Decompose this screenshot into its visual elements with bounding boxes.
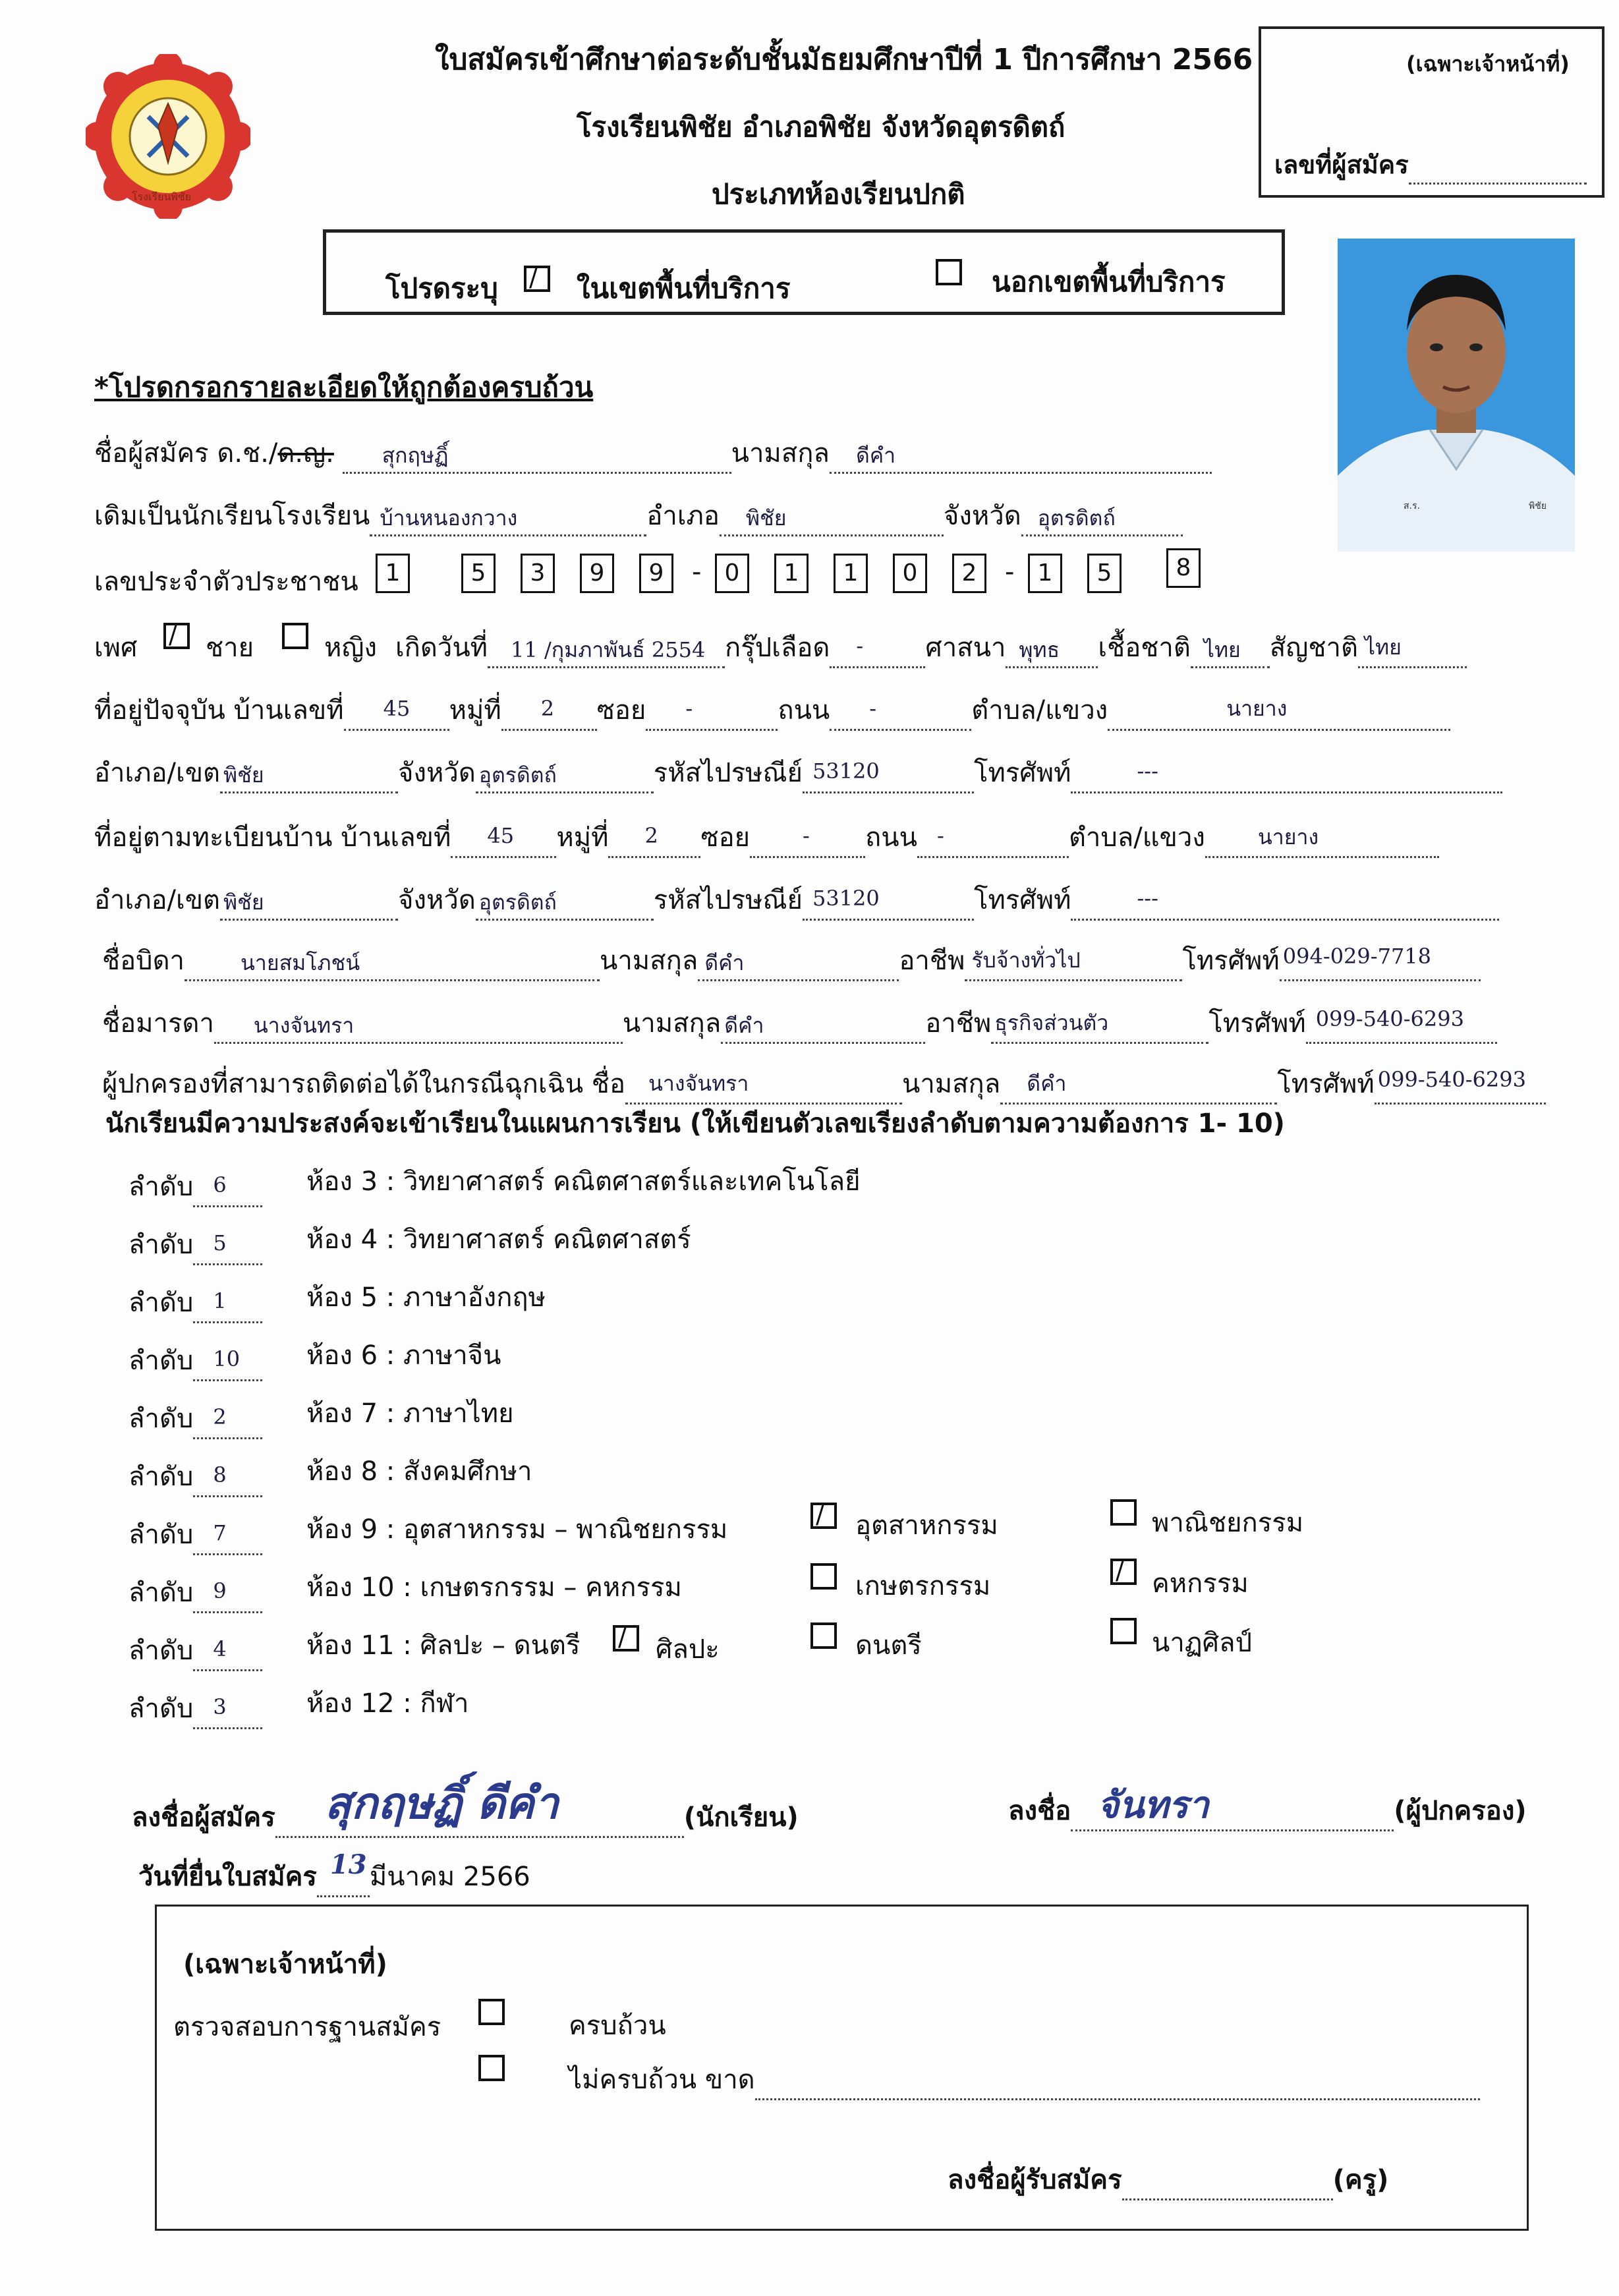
plan-rank-value[interactable]: 3 [213, 1694, 227, 1719]
guardian-row: ผู้ปกครองที่สามารถติดต่อได้ในกรณีฉุกเฉิน ชื่อ นางจันทรา นามสกุล ดีคำ โทรศัพท์ 099-540-6293 [102, 1062, 1546, 1105]
submit-date-row: วันที่ยื่นใบสมัคร 13 มีนาคม 2566 [138, 1855, 530, 1897]
id-digit-box[interactable]: 5 [1087, 554, 1122, 593]
mother-row: ชื่อมารดา นางจันทรา นามสกุล ดีคำ อาชีพ ธุรกิจส่วนตัว โทรศัพท์ 099-540-6293 [102, 1002, 1497, 1044]
current-address-row: ที่อยู่ปัจจุบัน บ้านเลขที่ 45 หมู่ที่ 2 ซอย - ถนน - ตำบล/แขวง นายาง [94, 689, 1450, 731]
current-postcode-value[interactable]: 53120 [812, 759, 880, 784]
school-name: โรงเรียนพิชัย อำเภอพิชัย จังหวัดอุตรดิตถ์ [577, 111, 1065, 143]
religion-value[interactable]: พุทธ [1019, 637, 1060, 662]
zone-inside-label: ในเขตพื้นที่บริการ [577, 272, 791, 304]
current-phone-value[interactable]: --- [1137, 759, 1158, 784]
submit-day[interactable]: 13 [329, 1849, 367, 1880]
plan-room-label: ห้อง 5 : ภาษาอังกฤษ [306, 1282, 546, 1313]
guardian-signature-row: ลงชื่อ จันทรา (ผู้ปกครอง) [1008, 1789, 1527, 1831]
plan-order-label: ลำดับ [128, 1462, 194, 1492]
nationality-value[interactable]: ไทย [1364, 635, 1402, 660]
checkmark-icon: / [529, 263, 538, 292]
id-digit-box[interactable]: 1 [1028, 554, 1062, 593]
complete-label: ครบถ้วน [569, 2011, 666, 2041]
checkmark-icon: / [816, 1500, 824, 1529]
plan-row [128, 1629, 262, 1671]
agriculture-checkbox[interactable] [810, 1563, 837, 1590]
plan-rank-value[interactable]: 10 [213, 1346, 241, 1371]
father-phone-value[interactable]: 094-029-7718 [1282, 944, 1432, 969]
plan-rank-value[interactable]: 4 [213, 1636, 227, 1661]
receiver-row: ลงชื่อผู้รับสมัคร (ครู) [948, 2158, 1388, 2200]
dob-row: เกิดวันที่ 11 /กุมภาพันธ์ 2554 กรุ๊ปเลือด - ศาสนา พุทธ เชื้อชาติ ไทย สัญชาติ ไทย [395, 626, 1467, 668]
dance-checkbox[interactable] [1110, 1618, 1137, 1644]
registered-province-value[interactable]: อุตรดิตถ์ [478, 890, 557, 915]
registered-subdistrict-value[interactable]: นายาง [1257, 824, 1319, 849]
guardian-signature[interactable]: จันทรา [1097, 1783, 1209, 1827]
plan-rank-value[interactable]: 6 [213, 1172, 227, 1197]
current-province-value[interactable]: อุตรดิตถ์ [478, 762, 557, 788]
registered-moo-value[interactable]: 2 [644, 823, 658, 848]
checkmark-icon: / [169, 620, 177, 649]
id-digit-box[interactable]: 0 [893, 554, 927, 593]
plan-rank-value[interactable]: 5 [213, 1230, 227, 1255]
registered-road-value[interactable]: - [936, 823, 944, 848]
current-subdistrict-value[interactable]: นายาง [1226, 696, 1288, 721]
plan-room-label: ห้อง 4 : วิทยาศาสตร์ คณิตศาสตร์ [306, 1224, 691, 1255]
guardian-surname-value[interactable]: ดีคำ [1027, 1071, 1067, 1096]
male-checkbox[interactable] [163, 620, 190, 649]
plan-row [128, 1165, 262, 1207]
plan-row [128, 1339, 262, 1381]
plan-order-label: ลำดับ [128, 1346, 194, 1376]
plan-room-label: ห้อง 8 : สังคมศึกษา [306, 1456, 532, 1487]
plan-room-label: ห้อง 6 : ภาษาจีน [306, 1340, 501, 1371]
applicant-signature[interactable]: สุกฤษฏิ์ ดีคำ [324, 1777, 559, 1829]
plan-heading: นักเรียนมีความประสงค์จะเข้าเรียนในแผนการเรียน (ให้เขียนตัวเลขเรียงลำดับตามความต้องการ 1- 10) [105, 1108, 1285, 1139]
applicant-name-row: ชื่อผู้สมัคร ด.ช./ด.ญ. สุกฤษฏิ์ นามสกุล ดีคำ [94, 432, 1212, 474]
plan-row [128, 1455, 262, 1497]
plan-order-label: ลำดับ [128, 1404, 194, 1434]
father-row: ชื่อบิดา นายสมโภชน์ นามสกุล ดีคำ อาชีพ รับจ้างทั่วไป โทรศัพท์ 094-029-7718 [102, 939, 1481, 981]
mother-surname-value[interactable]: ดีคำ [724, 1013, 764, 1038]
staff-verification-box [155, 1905, 1529, 2231]
school-logo [86, 54, 250, 219]
commerce-checkbox[interactable] [1110, 1499, 1137, 1526]
plan-rank-value[interactable]: 9 [213, 1578, 227, 1603]
current-district-row: อำเภอ/เขต พิชัย จังหวัด อุตรดิตถ์ รหัสไปรษณีย์ 53120 โทรศัพท์ --- [94, 751, 1502, 793]
applicant-no-label: เลขที่ผู้สมัคร [1274, 144, 1587, 185]
id-separator: - [1005, 557, 1015, 587]
form-title: ใบสมัครเข้าศึกษาต่อระดับชั้นมัธยมศึกษาปีที่ 1 ปีการศึกษา 2566 [435, 43, 1253, 76]
applicant-photo [1338, 239, 1575, 552]
plan-room-label: ห้อง 7 : ภาษาไทย [306, 1398, 514, 1429]
id-digit-box[interactable]: 5 [461, 554, 496, 593]
id-digit-box[interactable]: 2 [952, 554, 986, 593]
school-value[interactable]: บ้านหนองกวาง [380, 505, 518, 531]
id-digit-box[interactable]: 0 [715, 554, 749, 593]
plan-room-label: ห้อง 11 : ศิลปะ – ดนตรี [306, 1630, 581, 1661]
first-name-value[interactable]: สุกฤษฏิ์ [382, 443, 449, 468]
current-district-value[interactable]: พิชัย [223, 762, 264, 788]
commerce-label: พาณิชยกรรม [1152, 1508, 1304, 1538]
school-province-value[interactable]: อุตรดิตถ์ [1037, 505, 1116, 531]
industry-checkbox[interactable] [810, 1500, 837, 1529]
plan-row [128, 1281, 262, 1323]
plan-room-label: ห้อง 3 : วิทยาศาสตร์ คณิตศาสตร์และเทคโนโลยี [306, 1166, 861, 1197]
id-digit-box[interactable]: 3 [521, 554, 555, 593]
music-checkbox[interactable] [810, 1622, 837, 1649]
plan-rank-value[interactable]: 1 [213, 1288, 227, 1313]
plan-order-label: ลำดับ [128, 1230, 194, 1260]
agriculture-label: เกษตรกรรม [855, 1571, 991, 1601]
plan-rank-value[interactable]: 8 [213, 1462, 227, 1487]
race-value[interactable]: ไทย [1203, 637, 1241, 662]
plan-row [128, 1513, 262, 1555]
id-digit-box[interactable]: 1 [774, 554, 809, 593]
id-digit-box[interactable]: 1 [834, 554, 868, 593]
checkmark-icon: / [618, 1622, 627, 1651]
plan-row [128, 1571, 262, 1613]
plan-room-label: ห้อง 10 : เกษตรกรรม – คหกรรม [306, 1572, 682, 1603]
dance-label: นาฏศิลป์ [1152, 1628, 1252, 1658]
check-label: ตรวจสอบการฐานสมัคร [173, 2012, 441, 2042]
registered-postcode-value[interactable]: 53120 [812, 886, 880, 911]
incomplete-checkbox[interactable] [478, 2055, 505, 2081]
current-house-no-value[interactable]: 45 [383, 696, 411, 721]
service-zone-box [323, 229, 1285, 315]
registered-address-row: ที่อยู่ตามทะเบียนบ้าน บ้านเลขที่ 45 หมู่ที่ 2 ซอย - ถนน - ตำบล/แขวง นายาง [94, 816, 1439, 858]
plan-order-label: ลำดับ [128, 1288, 194, 1318]
staff-only-box [1259, 26, 1605, 198]
father-surname-value[interactable]: ดีคำ [704, 950, 745, 975]
shirt-label-left: ส.ร. [1404, 501, 1420, 511]
music-label: ดนตรี [855, 1630, 922, 1661]
industry-label: อุตสาหกรรม [855, 1510, 998, 1541]
zone-prompt: โปรดระบุ [385, 272, 498, 304]
shirt-label-right: พิชัย [1529, 501, 1547, 511]
current-road-value[interactable]: - [869, 696, 877, 721]
male-label: ชาย [206, 633, 254, 663]
id-digit-box[interactable]: 9 [639, 554, 673, 593]
id-separator: - [692, 557, 702, 587]
id-digit-box[interactable]: 8 [1166, 548, 1201, 588]
art-label: ศิลปะ [656, 1634, 720, 1665]
female-checkbox[interactable] [282, 623, 308, 649]
home-ec-label: คหกรรม [1152, 1568, 1249, 1599]
guardian-name-value[interactable]: นางจันทรา [648, 1071, 749, 1096]
registered-district-row: อำเภอ/เขต พิชัย จังหวัด อุตรดิตถ์ รหัสไปรษณีย์ 53120 โทรศัพท์ --- [94, 878, 1499, 921]
plan-row [128, 1223, 262, 1265]
school-district-value[interactable]: พิชัย [745, 505, 787, 531]
registered-phone-value[interactable]: --- [1137, 886, 1158, 911]
applicant-signature-row: ลงชื่อผู้สมัคร สุกฤษฏิ์ ดีคำ (นักเรียน) [132, 1796, 799, 1838]
mother-name-value[interactable]: นางจันทรา [253, 1013, 355, 1038]
plan-rank-value[interactable]: 2 [213, 1404, 227, 1429]
previous-school-row: เดิมเป็นนักเรียนโรงเรียน บ้านหนองกวาง อำเภอ พิชัย จังหวัด อุตรดิตถ์ [94, 494, 1183, 536]
plan-row [128, 1687, 262, 1729]
registered-district-value[interactable]: พิชัย [223, 890, 264, 915]
sex-label: เพศ [94, 633, 138, 663]
zone-outside-checkbox[interactable] [936, 259, 962, 285]
id-digit-box[interactable]: 1 [376, 554, 410, 593]
current-soi-value[interactable]: - [685, 696, 693, 721]
registered-house-no-value[interactable]: 45 [487, 823, 515, 848]
plan-room-label: ห้อง 12 : กีฬา [306, 1688, 469, 1719]
plan-order-label: ลำดับ [128, 1578, 194, 1608]
registered-soi-value[interactable]: - [803, 823, 810, 848]
plan-order-label: ลำดับ [128, 1636, 194, 1666]
plan-row [128, 1397, 262, 1439]
complete-checkbox[interactable] [478, 1999, 505, 2025]
female-label: หญิง [324, 633, 377, 663]
mother-phone-value[interactable]: 099-540-6293 [1315, 1006, 1464, 1031]
logo-text: โรงเรียนพิชัย [132, 190, 192, 203]
surname-value[interactable]: ดีคำ [855, 443, 896, 468]
plan-order-label: ลำดับ [128, 1520, 194, 1550]
staff-title: (เฉพาะเจ้าหน้าที่) [183, 1949, 387, 1980]
checkmark-icon: / [1116, 1556, 1124, 1585]
class-type: ประเภทห้องเรียนปกติ [712, 178, 965, 210]
guardian-phone-value[interactable]: 099-540-6293 [1377, 1067, 1526, 1092]
plan-rank-value[interactable]: 7 [213, 1520, 227, 1545]
id-digit-box[interactable]: 9 [580, 554, 614, 593]
father-name-value[interactable]: นายสมโภชน์ [241, 950, 360, 975]
incomplete-row: ไม่ครบถ้วน ขาด [569, 2058, 1480, 2100]
zone-inside-checkbox[interactable] [524, 263, 550, 292]
mother-job-value[interactable]: ธุรกิจส่วนตัว [994, 1010, 1109, 1035]
blood-value[interactable]: - [856, 633, 864, 658]
current-moo-value[interactable]: 2 [540, 696, 555, 721]
father-job-value[interactable]: รับจ้างทั่วไป [971, 948, 1081, 973]
dob-value[interactable]: 11 /กุมภาพันธ์ 2554 [511, 637, 706, 662]
plan-room-label: ห้อง 9 : อุตสาหกรรม – พาณิชยกรรม [306, 1514, 728, 1545]
home-ec-checkbox[interactable] [1110, 1556, 1137, 1585]
plan-order-label: ลำดับ [128, 1694, 194, 1724]
plan-order-label: ลำดับ [128, 1172, 194, 1202]
staff-box-title: (เฉพาะเจ้าหน้าที่) [1406, 51, 1570, 76]
art-checkbox[interactable] [613, 1622, 639, 1651]
id-number-label: เลขประจำตัวประชาชน [94, 567, 358, 597]
instruction-text: *โปรดกรอกรายละเอียดให้ถูกต้องครบถ้วน [94, 371, 594, 403]
zone-outside-label: นอกเขตพื้นที่บริการ [992, 266, 1226, 298]
